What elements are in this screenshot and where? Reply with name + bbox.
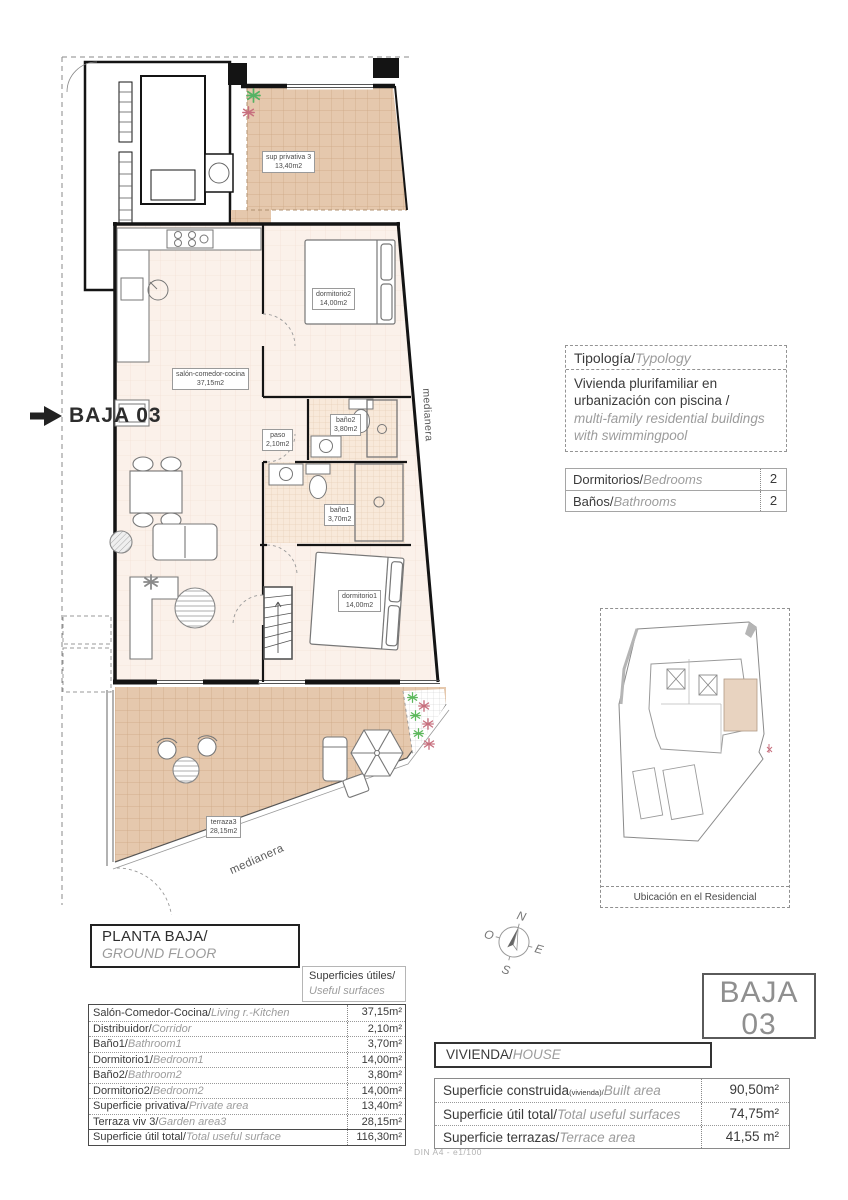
label-bano1: baño1 3,70m2 — [324, 504, 355, 526]
typology-box — [565, 345, 787, 452]
highlighted-unit — [724, 679, 757, 731]
vivienda-table — [434, 1078, 790, 1149]
compass-n: N — [515, 908, 528, 924]
neighbour-dashed — [63, 616, 111, 692]
unit-id-box — [702, 973, 816, 1039]
table-row: Baño1/Bathroom1 3,70m² — [89, 1036, 405, 1052]
label-sup-privativa: sup privativa 3 13,40m2 — [262, 151, 315, 173]
table-row-total: Superficie útil total/Total useful surface 116,30m² — [89, 1129, 405, 1145]
label-paso: paso 2,10m2 — [262, 429, 293, 451]
site-plan-icon — [601, 609, 789, 885]
useful-surfaces-header: Superficies útiles/ Useful surfaces — [302, 966, 406, 1002]
useful-surfaces-table — [88, 1004, 406, 1146]
floor-plan-drawing — [55, 50, 465, 915]
floor-title-es: PLANTA BAJA/ — [102, 928, 208, 945]
compass-icon — [478, 903, 550, 981]
label-salon: salón-comedor-cocina 37,15m2 — [172, 368, 249, 390]
floor-title-en: GROUND FLOOR — [102, 945, 217, 961]
stairs — [264, 587, 292, 659]
floor-title-box — [90, 924, 300, 968]
private-area — [228, 58, 407, 226]
table-row: Baño2/Bathroom2 3,80m² — [89, 1067, 405, 1083]
unit-id-line1: BAJA — [719, 976, 799, 1009]
map-caption: Ubicación en el Residencial — [601, 886, 789, 907]
table-row: Superficie construida(vivienda)/Built area 90,50m² — [435, 1079, 789, 1102]
unit-id-line2: 03 — [741, 1007, 777, 1041]
bed-dormitorio2 — [305, 240, 395, 324]
vivienda-header: VIVIENDA/HOUSE — [434, 1042, 712, 1068]
medianera-bottom-label: medianera — [228, 842, 286, 877]
compass-e: E — [533, 941, 545, 958]
bathrooms-count: 2 — [760, 491, 786, 511]
sheet-scale-caption: DIN A4 - e1/100 — [414, 1147, 482, 1157]
label-bano2: baño2 3,80m2 — [330, 414, 361, 436]
label-dormitorio2: dormitorio2 14,00m2 — [312, 288, 355, 310]
table-row: Baños/Bathrooms 2 — [566, 490, 786, 511]
typology-title: Tipología/Typology — [566, 346, 786, 370]
table-row: Dormitorios/Bedrooms 2 — [566, 469, 786, 490]
table-row: Distribuidor/Corridor 2,10m² — [89, 1021, 405, 1037]
table-row: Terraza viv 3/Garden area3 28,15m² — [89, 1114, 405, 1130]
table-row: Superficie útil total/Total useful surfaces 74,75m² — [435, 1102, 789, 1125]
table-row: Superficie terrazas/Terrace area 41,55 m² — [435, 1125, 789, 1148]
compass-o: O — [482, 926, 496, 943]
typology-body: Vivienda plurifamiliar en urbanización con piscina / multi-family residential buildings with swimmingpool — [574, 376, 765, 443]
terrace — [107, 687, 449, 869]
unit-marker-label: BAJA 03 — [69, 404, 162, 427]
unit-marker — [30, 404, 162, 428]
label-terraza3: terraza3 28,15m2 — [206, 816, 241, 838]
table-row: Dormitorio2/Bedroom2 14,00m² — [89, 1083, 405, 1099]
rooms-count-table — [565, 468, 787, 512]
bedrooms-count: 2 — [760, 469, 786, 490]
location-map — [600, 608, 790, 908]
label-dormitorio1: dormitorio1 14,00m2 — [338, 590, 381, 612]
compass-s: S — [500, 962, 512, 978]
arrow-right-icon — [30, 406, 62, 426]
table-row: Superficie privativa/Private area 13,40m² — [89, 1098, 405, 1114]
table-row: Salón-Comedor-Cocina/Living r.-Kitchen 37,15m² — [89, 1005, 405, 1021]
medianera-right-label: medianera — [420, 388, 435, 442]
table-row: Dormitorio1/Bedroom1 14,00m² — [89, 1052, 405, 1068]
